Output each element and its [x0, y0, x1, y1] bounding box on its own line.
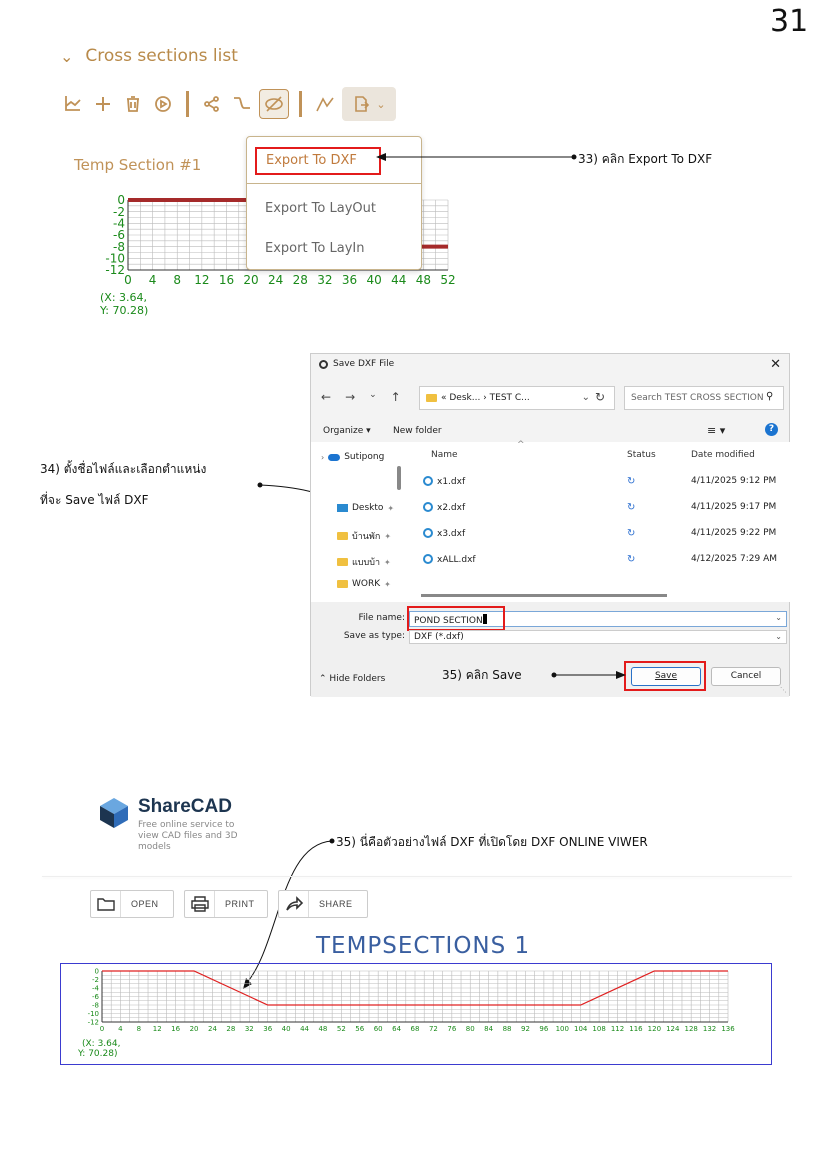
x-tick-label: 12 [152, 1025, 162, 1033]
highlight-box [407, 606, 505, 631]
x-tick-label: 4 [148, 273, 157, 287]
coord-readout-line: (X: 3.64, [82, 1039, 121, 1049]
folder-icon [337, 580, 348, 588]
column-header-name[interactable]: Name [431, 450, 458, 460]
forward-arrow-icon[interactable]: → [345, 390, 356, 404]
cloud-icon [328, 454, 340, 461]
address-bar[interactable] [419, 386, 615, 410]
eye-slash-icon[interactable] [259, 89, 289, 119]
y-tick-label: 0 [94, 967, 99, 976]
y-tick-label: -4 [92, 984, 99, 993]
folder-icon [337, 532, 348, 540]
callout-arrow [550, 668, 630, 682]
x-tick-label: 68 [410, 1025, 420, 1033]
x-tick-label: 136 [721, 1025, 735, 1033]
y-tick-label: -4 [113, 216, 125, 231]
address-path: « Desk... › TEST C... [441, 393, 530, 403]
file-name: x1.dxf [437, 477, 466, 487]
file-name: x2.dxf [437, 503, 466, 513]
x-tick-label: 28 [292, 273, 308, 287]
new-folder-button[interactable]: New folder [393, 426, 442, 436]
menu-item-export-dxf[interactable]: Export To DXF [255, 147, 381, 175]
nav-item-label: WORK [352, 579, 381, 589]
cancel-button[interactable]: Cancel [711, 667, 781, 686]
y-tick-label: -2 [92, 975, 99, 984]
chevron-up-icon: ⌃ [319, 674, 327, 684]
x-tick-label: 132 [702, 1025, 717, 1033]
open-label: OPEN [131, 899, 159, 909]
dxf-file-icon [423, 476, 433, 486]
sync-icon: ↻ [627, 554, 636, 565]
navigation-pane [311, 442, 405, 602]
coord-readout: (X: 3.64, Y: 70.28) [100, 291, 149, 317]
chevron-down-icon[interactable]: ⌄ [60, 46, 74, 66]
x-tick-label: 84 [484, 1025, 494, 1033]
x-tick-label: 128 [684, 1025, 698, 1033]
open-button[interactable] [90, 890, 174, 918]
file-name-label: File name: [358, 613, 405, 623]
section-toolbar [60, 86, 396, 122]
help-icon[interactable]: ? [765, 423, 778, 436]
x-tick-label: 0 [99, 1025, 105, 1033]
save-type-value: DXF (*.dxf) [414, 632, 464, 642]
replay-icon[interactable] [150, 89, 176, 119]
file-date: 4/11/2025 9:12 PM [691, 476, 777, 486]
x-tick-label: 24 [268, 273, 284, 287]
y-tick-label: -8 [113, 239, 125, 254]
callout-arrow [372, 150, 582, 164]
file-row[interactable] [405, 498, 791, 518]
file-name: x3.dxf [437, 529, 466, 539]
nav-item-label: Deskto [352, 503, 384, 513]
folder-icon [426, 394, 437, 402]
export-dropdown-button[interactable] [342, 87, 396, 121]
x-tick-label: 4 [118, 1025, 123, 1033]
up-arrow-icon[interactable]: ↑ [390, 390, 401, 404]
x-tick-label: 52 [336, 1025, 346, 1033]
annotation-step-33: 33) คลิก Export To DXF [578, 152, 713, 166]
dialog-title-bar [319, 359, 394, 369]
nav-item-folder[interactable] [337, 529, 391, 543]
export-icon [352, 95, 370, 113]
trash-icon[interactable] [120, 89, 146, 119]
share-arrow-icon [279, 891, 309, 917]
sharecad-logo [98, 796, 130, 830]
file-list [405, 442, 791, 602]
cross-sections-header[interactable] [60, 46, 238, 66]
dxf-file-icon [423, 502, 433, 512]
x-tick-label: 48 [318, 1025, 328, 1033]
sharecad-brand: ShareCAD [138, 796, 232, 817]
pin-icon: ✦ [384, 531, 392, 541]
x-tick-label: 12 [194, 273, 210, 287]
hide-folders-label: Hide Folders [329, 674, 386, 684]
printer-icon [185, 891, 215, 917]
sort-caret-icon: ^ [517, 440, 525, 450]
annotation-line: ที่จะ Save ไฟล์ DXF [40, 493, 149, 507]
annotation-step-34 [40, 460, 206, 510]
search-input[interactable]: Search TEST CROSS SECTION [624, 386, 784, 410]
sync-icon: ↻ [627, 476, 636, 487]
x-tick-label: 72 [428, 1025, 438, 1033]
menu-item-export-layin[interactable]: Export To LayIn [265, 241, 365, 256]
sync-icon: ↻ [627, 528, 636, 539]
chevron-down-icon[interactable]: ⌄ [775, 613, 782, 622]
x-tick-label: 88 [502, 1025, 512, 1033]
toolbar-divider [299, 91, 302, 117]
chevron-right-icon: › [321, 452, 325, 462]
plus-icon[interactable] [90, 89, 116, 119]
organize-button[interactable]: Organize ▾ [323, 426, 371, 436]
dxf-preview-chart [60, 963, 772, 1065]
x-tick-label: 16 [171, 1025, 181, 1033]
y-tick-label: -12 [105, 263, 125, 278]
search-icon[interactable]: ⚲ [766, 391, 774, 402]
chevron-down-icon: ⌄ [376, 97, 386, 111]
x-tick-label: 36 [263, 1025, 273, 1033]
dxf-file-icon [423, 554, 433, 564]
share-label: SHARE [319, 899, 353, 909]
x-tick-label: 104 [574, 1025, 588, 1033]
column-header-status[interactable]: Status [627, 450, 656, 460]
annotation-step-35-save: 35) คลิก Save [442, 668, 522, 682]
x-tick-label: 112 [610, 1025, 625, 1033]
x-tick-label: 80 [465, 1025, 475, 1033]
x-tick-label: 8 [136, 1025, 142, 1033]
y-tick-label: 0 [117, 193, 125, 208]
file-date: 4/12/2025 7:29 AM [691, 554, 778, 564]
share-nodes-icon[interactable] [199, 89, 225, 119]
nav-item-folder[interactable] [337, 555, 391, 569]
coord-readout-line: Y: 70.28) [78, 1049, 118, 1059]
refresh-icon[interactable]: ↻ [595, 390, 606, 404]
x-tick-label: 40 [366, 273, 382, 287]
chevron-down-icon[interactable]: ⌄ [581, 392, 590, 403]
file-row[interactable] [405, 472, 791, 492]
x-tick-label: 76 [447, 1025, 457, 1033]
file-name: xALL.dxf [437, 555, 476, 565]
file-name-value: POND SECTION [414, 616, 483, 626]
chevron-down-icon[interactable]: ⌄ [369, 390, 377, 400]
x-tick-label: 32 [317, 273, 333, 287]
file-date: 4/11/2025 9:22 PM [691, 528, 777, 538]
pin-icon: ✦ [384, 579, 391, 589]
x-tick-label: 32 [244, 1025, 254, 1033]
nav-item-sutipong[interactable] [321, 452, 384, 462]
nav-item-label: Sutipong [344, 452, 385, 462]
section-title: Temp Section #1 [74, 156, 202, 174]
x-tick-label: 44 [300, 1025, 309, 1033]
y-tick-label: -6 [92, 992, 99, 1001]
horizontal-scrollbar[interactable] [421, 594, 667, 597]
y-tick-label: -10 [105, 251, 125, 266]
close-icon[interactable]: ✕ [770, 357, 781, 372]
x-tick-label: 100 [555, 1025, 569, 1033]
scrollbar-thumb[interactable] [397, 466, 401, 490]
file-date: 4/11/2025 9:17 PM [691, 502, 777, 512]
x-tick-label: 96 [539, 1025, 549, 1033]
save-button[interactable]: Save [631, 667, 701, 686]
sharecad-tagline: Free online service to view CAD files and 3D models [138, 820, 238, 852]
x-tick-label: 8 [173, 273, 182, 287]
page-number: 31 [770, 4, 809, 39]
dialog-title: Save DXF File [333, 359, 395, 369]
x-tick-label: 120 [647, 1025, 662, 1033]
nav-item-work[interactable] [337, 579, 391, 589]
x-tick-label: 0 [124, 273, 132, 287]
menu-item-export-layout[interactable]: Export To LayOut [265, 201, 376, 216]
dxf-file-icon [423, 528, 433, 538]
x-tick-label: 48 [415, 273, 432, 287]
save-type-label: Save as type: [343, 631, 405, 641]
y-tick-label: -2 [113, 204, 125, 219]
x-tick-label: 56 [355, 1025, 365, 1033]
x-tick-label: 20 [243, 273, 259, 287]
print-button[interactable] [184, 890, 268, 918]
x-tick-label: 36 [341, 273, 358, 287]
x-tick-label: 60 [373, 1025, 383, 1033]
x-tick-label: 92 [521, 1025, 530, 1033]
file-row[interactable] [405, 524, 791, 544]
folder-icon [91, 891, 121, 917]
nav-item-label: บ้านพัก [352, 532, 381, 542]
x-tick-label: 108 [592, 1025, 606, 1033]
pin-icon: ✦ [384, 557, 391, 567]
x-tick-label: 16 [218, 273, 235, 287]
column-header-date[interactable]: Date modified [691, 450, 755, 460]
share-button[interactable] [278, 890, 368, 918]
y-tick-label: -6 [113, 228, 125, 243]
x-tick-label: 20 [189, 1025, 199, 1033]
y-tick-label: -8 [92, 1001, 99, 1010]
curve-icon[interactable] [229, 89, 255, 119]
nav-buttons [321, 390, 401, 404]
file-row[interactable] [405, 550, 791, 570]
y-tick-label: -10 [87, 1009, 99, 1018]
coord-readout [77, 1039, 120, 1059]
x-tick-label: 64 [392, 1025, 402, 1033]
x-tick-label: 44 [391, 273, 407, 287]
back-arrow-icon[interactable]: ← [321, 390, 332, 404]
resize-grip-icon[interactable]: ⋱ [780, 686, 787, 694]
annotation-line: 34) ตั้งชื่อไฟล์และเลือกตำแหน่ง [40, 462, 207, 476]
view-options-icon[interactable]: ≡ ▾ [707, 424, 726, 437]
x-tick-label: 116 [629, 1025, 643, 1033]
toolbar-divider [186, 91, 189, 117]
annotation-step-35-viewer: 35) นี่คือตัวอย่างไฟล์ DXF ที่เปิดโดย DXF ONLINE VIWER [336, 835, 648, 849]
print-label: PRINT [225, 899, 255, 909]
app-icon [319, 360, 328, 369]
nav-item-label: แบบบ้า [352, 558, 380, 568]
folder-icon [337, 558, 348, 566]
pin-icon: ✦ [387, 503, 395, 513]
line-edit-icon[interactable] [312, 89, 338, 119]
menu-divider [247, 183, 421, 184]
sync-icon: ↻ [627, 502, 636, 513]
chevron-down-icon[interactable]: ⌄ [775, 632, 782, 641]
x-tick-label: 124 [666, 1025, 680, 1033]
nav-item-desktop[interactable] [337, 503, 394, 513]
y-tick-label: -12 [87, 1018, 99, 1027]
x-tick-label: 52 [440, 273, 456, 287]
drawing-title: TEMPSECTIONS 1 [316, 933, 531, 959]
hide-folders-button[interactable] [319, 674, 385, 684]
x-tick-label: 24 [208, 1025, 217, 1033]
section-add-icon[interactable] [60, 89, 86, 119]
x-tick-label: 40 [281, 1025, 291, 1033]
save-dxf-dialog [310, 353, 790, 696]
cross-sections-title: Cross sections list [85, 46, 238, 66]
toolbar-divider [42, 876, 792, 877]
x-tick-label: 28 [226, 1025, 236, 1033]
save-type-select[interactable] [409, 630, 787, 644]
highlight-box [624, 661, 706, 691]
desktop-icon [337, 504, 348, 512]
